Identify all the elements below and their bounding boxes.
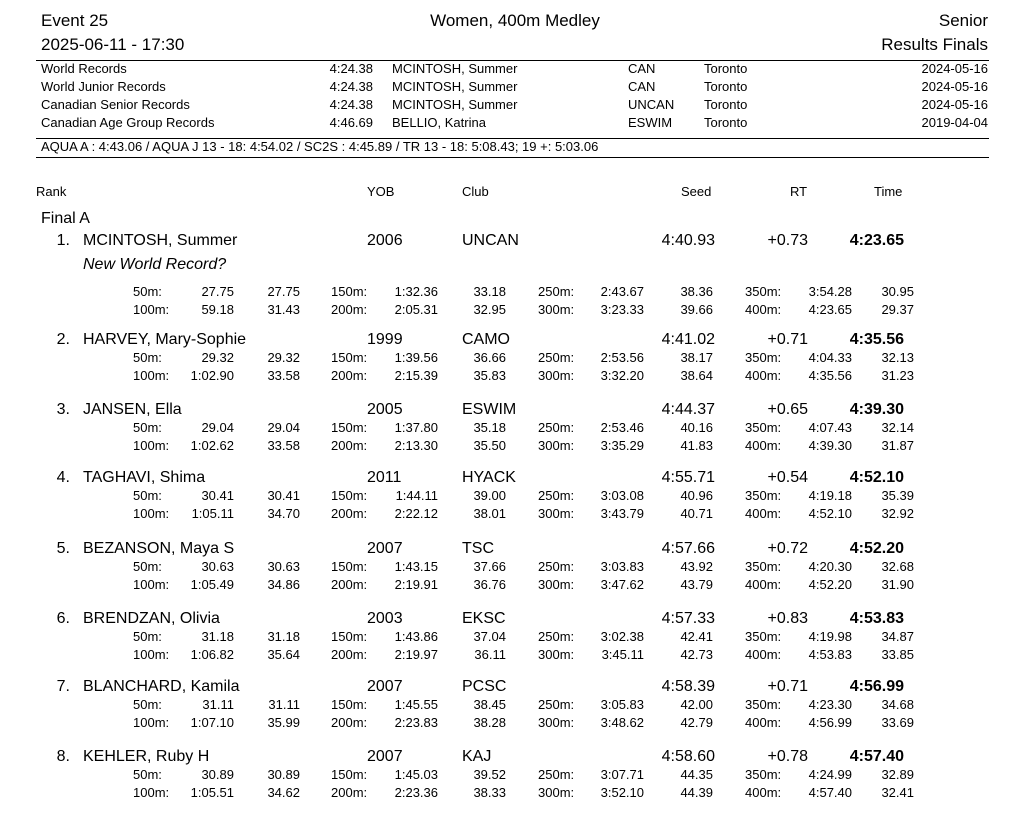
split-value: 50m: — [133, 284, 162, 299]
split-value: 32.68 — [881, 559, 914, 574]
split-value: 33.18 — [473, 284, 506, 299]
split-value: 3:35.29 — [600, 438, 644, 453]
swimmer-name: JANSEN, Ella — [83, 401, 182, 418]
swimmer-yob: 2007 — [367, 678, 403, 695]
split-value: 200m: — [331, 506, 368, 521]
swimmer-name: TAGHAVI, Shima — [83, 469, 206, 486]
event-category: Senior — [938, 11, 988, 30]
split-value: 3:48.62 — [600, 715, 644, 730]
split-value: 3:03.83 — [600, 559, 644, 574]
event-number: Event 25 — [41, 11, 109, 30]
record-label: World Records — [41, 61, 127, 76]
split-value: 1:06.82 — [190, 647, 234, 662]
split-value: 36.66 — [473, 350, 506, 365]
split-value: 39.52 — [473, 767, 506, 782]
record-city: Toronto — [704, 115, 748, 130]
event-title: Women, 400m Medley — [430, 11, 600, 30]
split-value: 30.41 — [267, 488, 300, 503]
split-value: 33.58 — [267, 438, 300, 453]
swimmer-rank: 1. — [56, 232, 70, 249]
split-value: 50m: — [133, 767, 162, 782]
record-club: ESWIM — [628, 115, 673, 130]
split-value: 350m: — [745, 350, 782, 365]
col-club: Club — [462, 184, 489, 199]
split-value: 1:43.15 — [394, 559, 438, 574]
split-value: 29.04 — [267, 420, 300, 435]
split-value: 1:39.56 — [394, 350, 438, 365]
qualifying-standards: AQUA A : 4:43.06 / AQUA J 13 - 18: 4:54.02 / SC2S : 4:45.89 / TR 13 - 18: 5:08.43; 19 +: 5:03.06 — [41, 139, 599, 154]
swimmer-rt: +0.73 — [767, 232, 808, 249]
split-value: 100m: — [133, 302, 170, 317]
split-value: 350m: — [745, 488, 782, 503]
split-value: 38.45 — [473, 697, 506, 712]
swimmer-time: 4:52.20 — [849, 540, 904, 557]
split-value: 3:43.79 — [600, 506, 644, 521]
split-value: 35.50 — [473, 438, 506, 453]
split-value: 34.86 — [267, 577, 300, 592]
split-value: 1:05.11 — [191, 506, 234, 521]
split-value: 150m: — [331, 284, 368, 299]
split-value: 250m: — [538, 420, 575, 435]
record-city: Toronto — [704, 61, 748, 76]
split-value: 33.85 — [881, 647, 914, 662]
split-value: 29.37 — [881, 302, 914, 317]
split-value: 1:05.51 — [190, 785, 234, 800]
split-value: 44.35 — [680, 767, 713, 782]
split-value: 3:02.38 — [600, 629, 644, 644]
split-value: 300m: — [538, 506, 575, 521]
split-value: 36.11 — [474, 647, 506, 662]
split-value: 29.04 — [201, 420, 234, 435]
swimmer-time: 4:57.40 — [849, 748, 904, 765]
split-value: 2:05.31 — [394, 302, 438, 317]
split-value: 300m: — [538, 368, 575, 383]
col-seed: Seed — [681, 184, 712, 199]
split-value: 150m: — [331, 767, 368, 782]
swimmer-name: BEZANSON, Maya S — [83, 540, 235, 557]
split-value: 1:32.36 — [394, 284, 438, 299]
split-value: 34.68 — [881, 697, 914, 712]
split-value: 37.04 — [473, 629, 506, 644]
record-club: CAN — [628, 79, 656, 94]
col-rt: RT — [790, 184, 808, 199]
split-value: 2:53.56 — [600, 350, 644, 365]
split-value: 4:39.30 — [808, 438, 852, 453]
swimmer-yob: 2011 — [367, 469, 402, 486]
record-note: New World Record? — [83, 256, 227, 273]
col-yob: YOB — [367, 184, 395, 199]
split-value: 44.39 — [680, 785, 713, 800]
split-value: 42.41 — [680, 629, 713, 644]
split-value: 3:03.08 — [600, 488, 644, 503]
split-value: 32.89 — [881, 767, 914, 782]
swimmer-rt: +0.72 — [767, 540, 808, 557]
split-value: 150m: — [331, 559, 368, 574]
split-value: 4:53.83 — [808, 647, 852, 662]
split-value: 400m: — [745, 785, 782, 800]
split-value: 400m: — [745, 302, 782, 317]
record-label: World Junior Records — [41, 79, 166, 94]
split-value: 250m: — [538, 488, 575, 503]
split-value: 1:37.80 — [394, 420, 438, 435]
split-value: 38.33 — [473, 785, 506, 800]
swimmer-seed: 4:57.33 — [661, 610, 715, 627]
split-value: 4:56.99 — [808, 715, 852, 730]
swimmer-seed: 4:44.37 — [661, 401, 715, 418]
swimmer-seed: 4:40.93 — [661, 232, 715, 249]
col-rank: Rank — [36, 184, 67, 199]
split-value: 27.75 — [267, 284, 300, 299]
swimmer-rt: +0.54 — [767, 469, 808, 486]
split-value: 30.95 — [881, 284, 914, 299]
split-value: 1:07.10 — [190, 715, 234, 730]
split-value: 3:47.62 — [600, 577, 644, 592]
split-value: 100m: — [133, 506, 170, 521]
split-value: 33.58 — [267, 368, 300, 383]
swimmer-rank: 2. — [56, 331, 70, 348]
split-value: 3:32.20 — [600, 368, 644, 383]
split-value: 43.92 — [680, 559, 713, 574]
swimmer-club: ESWIM — [462, 401, 517, 418]
split-value: 150m: — [331, 420, 368, 435]
swimmer-rt: +0.78 — [767, 748, 808, 765]
record-holder: MCINTOSH, Summer — [392, 61, 518, 76]
swimmer-club: UNCAN — [462, 232, 519, 249]
split-value: 200m: — [331, 577, 368, 592]
split-value: 35.18 — [473, 420, 506, 435]
swimmer-club: PCSC — [462, 678, 507, 695]
split-value: 27.75 — [201, 284, 234, 299]
split-value: 31.11 — [268, 697, 300, 712]
split-value: 1:02.90 — [190, 368, 234, 383]
split-value: 250m: — [538, 284, 575, 299]
split-value: 3:23.33 — [600, 302, 644, 317]
split-value: 50m: — [133, 350, 162, 365]
record-time: 4:24.38 — [329, 97, 373, 112]
swimmer-yob: 2003 — [367, 610, 403, 627]
swimmer-rank: 8. — [56, 748, 70, 765]
swimmer-time: 4:23.65 — [849, 232, 904, 249]
split-value: 100m: — [133, 368, 170, 383]
split-value: 59.18 — [201, 302, 234, 317]
split-value: 2:19.91 — [394, 577, 438, 592]
record-holder: BELLIO, Katrina — [392, 115, 486, 130]
split-value: 30.89 — [267, 767, 300, 782]
split-value: 38.28 — [473, 715, 506, 730]
split-value: 400m: — [745, 506, 782, 521]
split-value: 50m: — [133, 420, 162, 435]
split-value: 150m: — [331, 488, 368, 503]
swimmer-seed: 4:57.66 — [661, 540, 715, 557]
record-time: 4:46.69 — [329, 115, 373, 130]
split-value: 30.63 — [267, 559, 300, 574]
swimmer-seed: 4:58.60 — [661, 748, 715, 765]
split-value: 300m: — [538, 785, 575, 800]
split-value: 350m: — [745, 420, 782, 435]
split-value: 4:19.98 — [808, 629, 852, 644]
swimmer-rank: 7. — [56, 678, 70, 695]
split-value: 40.16 — [680, 420, 713, 435]
swimmer-rank: 3. — [56, 401, 70, 418]
swimmer-rt: +0.65 — [767, 401, 808, 418]
split-value: 1:45.55 — [394, 697, 438, 712]
split-value: 300m: — [538, 577, 575, 592]
split-value: 4:07.43 — [808, 420, 852, 435]
split-value: 41.83 — [680, 438, 713, 453]
swimmer-time: 4:53.83 — [849, 610, 904, 627]
record-holder: MCINTOSH, Summer — [392, 97, 518, 112]
split-value: 2:22.12 — [394, 506, 438, 521]
split-value: 34.70 — [267, 506, 300, 521]
split-value: 150m: — [331, 629, 368, 644]
split-value: 31.18 — [267, 629, 300, 644]
record-club: CAN — [628, 61, 656, 76]
swimmer-seed: 4:41.02 — [661, 331, 715, 348]
split-value: 400m: — [745, 647, 782, 662]
split-value: 32.13 — [881, 350, 914, 365]
swimmer-seed: 4:55.71 — [661, 469, 715, 486]
split-value: 2:23.83 — [394, 715, 438, 730]
swimmer-yob: 2005 — [367, 401, 403, 418]
split-value: 4:57.40 — [808, 785, 852, 800]
split-value: 31.87 — [881, 438, 914, 453]
split-value: 200m: — [331, 438, 368, 453]
record-date: 2024-05-16 — [921, 97, 988, 112]
split-value: 200m: — [331, 368, 368, 383]
split-value: 350m: — [745, 559, 782, 574]
record-date: 2024-05-16 — [921, 79, 988, 94]
split-value: 350m: — [745, 767, 782, 782]
swimmer-time: 4:39.30 — [849, 401, 904, 418]
split-value: 33.69 — [881, 715, 914, 730]
record-time: 4:24.38 — [329, 79, 373, 94]
swimmer-club: EKSC — [462, 610, 506, 627]
split-value: 2:23.36 — [394, 785, 438, 800]
split-value: 300m: — [538, 302, 575, 317]
split-value: 4:23.30 — [808, 697, 852, 712]
split-value: 400m: — [745, 577, 782, 592]
split-value: 3:07.71 — [600, 767, 644, 782]
split-value: 250m: — [538, 629, 575, 644]
split-value: 35.64 — [267, 647, 300, 662]
split-value: 50m: — [133, 488, 162, 503]
results-label: Results Finals — [881, 35, 988, 54]
split-value: 300m: — [538, 647, 575, 662]
split-value: 32.95 — [473, 302, 506, 317]
split-value: 42.00 — [680, 697, 713, 712]
swimmer-club: HYACK — [462, 469, 516, 486]
record-city: Toronto — [704, 79, 748, 94]
split-value: 250m: — [538, 559, 575, 574]
split-value: 4:20.30 — [808, 559, 852, 574]
record-label: Canadian Age Group Records — [41, 115, 215, 130]
split-value: 34.62 — [267, 785, 300, 800]
split-value: 38.01 — [473, 506, 506, 521]
split-value: 1:44.11 — [395, 488, 438, 503]
swimmer-rank: 5. — [56, 540, 70, 557]
split-value: 100m: — [133, 785, 170, 800]
record-club: UNCAN — [628, 97, 675, 112]
swimmer-rank: 6. — [56, 610, 70, 627]
split-value: 1:45.03 — [394, 767, 438, 782]
split-value: 32.41 — [881, 785, 914, 800]
split-value: 4:04.33 — [808, 350, 852, 365]
split-value: 3:05.83 — [600, 697, 644, 712]
split-value: 31.11 — [202, 697, 234, 712]
split-value: 29.32 — [201, 350, 234, 365]
split-value: 36.76 — [473, 577, 506, 592]
record-date: 2024-05-16 — [921, 61, 988, 76]
swimmer-rt: +0.71 — [767, 678, 808, 695]
split-value: 4:52.20 — [808, 577, 852, 592]
split-value: 32.92 — [881, 506, 914, 521]
split-value: 50m: — [133, 697, 162, 712]
swimmer-seed: 4:58.39 — [661, 678, 715, 695]
swimmer-rank: 4. — [56, 469, 70, 486]
split-value: 100m: — [133, 577, 170, 592]
split-value: 2:15.39 — [394, 368, 438, 383]
split-value: 35.39 — [881, 488, 914, 503]
split-value: 100m: — [133, 647, 170, 662]
split-value: 42.73 — [680, 647, 713, 662]
split-value: 40.71 — [680, 506, 713, 521]
split-value: 400m: — [745, 715, 782, 730]
swimmer-rt: +0.71 — [767, 331, 808, 348]
split-value: 31.43 — [267, 302, 300, 317]
split-value: 100m: — [133, 715, 170, 730]
split-value: 200m: — [331, 785, 368, 800]
swimmer-yob: 2007 — [367, 540, 403, 557]
split-value: 2:19.97 — [394, 647, 438, 662]
split-value: 38.17 — [680, 350, 713, 365]
split-value: 40.96 — [680, 488, 713, 503]
swimmer-club: TSC — [462, 540, 494, 557]
split-value: 300m: — [538, 438, 575, 453]
record-holder: MCINTOSH, Summer — [392, 79, 518, 94]
swimmer-name: MCINTOSH, Summer — [83, 232, 238, 249]
swimmer-club: CAMO — [462, 331, 510, 348]
split-value: 3:52.10 — [600, 785, 644, 800]
swimmer-name: KEHLER, Ruby H — [83, 748, 210, 765]
split-value: 150m: — [331, 350, 368, 365]
swimmer-club: KAJ — [462, 748, 492, 765]
swimmer-rt: +0.83 — [767, 610, 808, 627]
split-value: 300m: — [538, 715, 575, 730]
split-value: 100m: — [133, 438, 170, 453]
split-value: 1:05.49 — [190, 577, 234, 592]
split-value: 30.41 — [201, 488, 234, 503]
split-value: 200m: — [331, 715, 368, 730]
record-city: Toronto — [704, 97, 748, 112]
swimmer-yob: 2007 — [367, 748, 403, 765]
swimmer-name: BRENDZAN, Olivia — [83, 610, 220, 627]
split-value: 30.63 — [201, 559, 234, 574]
split-value: 35.99 — [267, 715, 300, 730]
split-value: 43.79 — [680, 577, 713, 592]
split-value: 1:43.86 — [394, 629, 438, 644]
swimmer-time: 4:52.10 — [849, 469, 904, 486]
record-label: Canadian Senior Records — [41, 97, 190, 112]
split-value: 350m: — [745, 697, 782, 712]
section-title: Final A — [41, 210, 90, 227]
split-value: 31.90 — [881, 577, 914, 592]
split-value: 3:45.11 — [601, 647, 644, 662]
split-value: 2:13.30 — [394, 438, 438, 453]
record-time: 4:24.38 — [329, 61, 373, 76]
split-value: 30.89 — [201, 767, 234, 782]
split-value: 31.23 — [881, 368, 914, 383]
split-value: 42.79 — [680, 715, 713, 730]
split-value: 1:02.62 — [190, 438, 234, 453]
split-value: 400m: — [745, 368, 782, 383]
split-value: 350m: — [745, 629, 782, 644]
split-value: 2:43.67 — [600, 284, 644, 299]
split-value: 250m: — [538, 767, 575, 782]
split-value: 3:54.28 — [808, 284, 852, 299]
split-value: 38.36 — [680, 284, 713, 299]
split-value: 2:53.46 — [600, 420, 644, 435]
split-value: 50m: — [133, 559, 162, 574]
split-value: 4:19.18 — [808, 488, 852, 503]
split-value: 400m: — [745, 438, 782, 453]
split-value: 200m: — [331, 302, 368, 317]
split-value: 32.14 — [881, 420, 914, 435]
split-value: 350m: — [745, 284, 782, 299]
swimmer-name: BLANCHARD, Kamila — [83, 678, 240, 695]
split-value: 35.83 — [473, 368, 506, 383]
split-value: 4:52.10 — [808, 506, 852, 521]
split-value: 31.18 — [201, 629, 234, 644]
split-value: 4:24.99 — [808, 767, 852, 782]
split-value: 250m: — [538, 350, 575, 365]
split-value: 50m: — [133, 629, 162, 644]
swimmer-time: 4:56.99 — [849, 678, 904, 695]
swimmer-time: 4:35.56 — [849, 331, 904, 348]
split-value: 4:23.65 — [808, 302, 852, 317]
split-value: 39.66 — [680, 302, 713, 317]
split-value: 250m: — [538, 697, 575, 712]
split-value: 29.32 — [267, 350, 300, 365]
swimmer-yob: 2006 — [367, 232, 403, 249]
split-value: 39.00 — [473, 488, 506, 503]
swimmer-name: HARVEY, Mary-Sophie — [83, 331, 247, 348]
split-value: 200m: — [331, 647, 368, 662]
event-datetime: 2025-06-11 - 17:30 — [41, 35, 185, 54]
split-value: 38.64 — [680, 368, 713, 383]
split-value: 37.66 — [473, 559, 506, 574]
split-value: 34.87 — [881, 629, 914, 644]
split-value: 150m: — [331, 697, 368, 712]
record-date: 2019-04-04 — [921, 115, 988, 130]
col-time: Time — [874, 184, 903, 199]
split-value: 4:35.56 — [808, 368, 852, 383]
swimmer-yob: 1999 — [367, 331, 403, 348]
